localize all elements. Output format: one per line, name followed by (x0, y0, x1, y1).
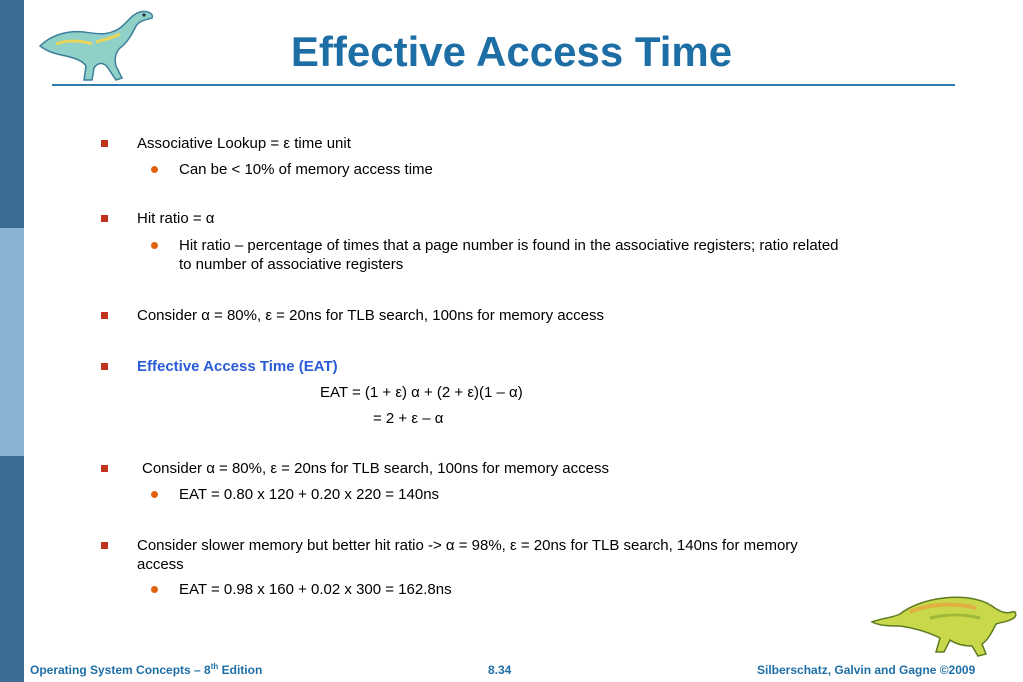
sub-bullet-text: Hit ratio – percentage of times that a page number is found in the associative registers; ratio related (179, 237, 839, 254)
bullet-text: Hit ratio = α (137, 210, 215, 227)
square-bullet-icon (101, 140, 108, 147)
bullet-text: Associative Lookup = ε time unit (137, 135, 351, 152)
square-bullet-icon (101, 215, 108, 222)
footer-course (30, 663, 262, 677)
square-bullet-icon (101, 542, 108, 549)
bullet-text: Consider α = 80%, ε = 20ns for TLB search, 100ns for memory access (142, 460, 609, 477)
bullet-text-continued: access (137, 556, 184, 573)
sub-bullet-text: EAT = 0.98 x 160 + 0.02 x 300 = 162.8ns (179, 581, 452, 598)
bullet-text: Consider α = 80%, ε = 20ns for TLB search, 100ns for memory access (137, 307, 604, 324)
eat-heading: Effective Access Time (EAT) (137, 358, 338, 375)
page-title: Effective Access Time (290, 28, 733, 75)
square-bullet-icon (101, 465, 108, 472)
sub-bullet-text: EAT = 0.80 x 120 + 0.20 x 220 = 140ns (179, 486, 440, 503)
footer-copyright: Silberschatz, Galvin and Gagne ©2009 (757, 663, 976, 677)
footer-course-edition: Edition (218, 663, 263, 677)
footer-course-superscript: th (210, 662, 219, 671)
sub-bullet-text: Can be < 10% of memory access time (179, 161, 433, 178)
footer-course-title: Operating System Concepts – 8 (30, 663, 211, 677)
bullet-text: Consider slower memory but better hit ratio -> α = 98%, ε = 20ns for TLB search, 140ns for memory (137, 537, 798, 554)
eat-formula: EAT = (1 + ε) α + (2 + ε)(1 – α) (320, 384, 523, 401)
footer-page-number: 8.34 (488, 663, 512, 677)
square-bullet-icon (101, 312, 108, 319)
eat-formula-simplified: = 2 + ε – α (373, 410, 444, 427)
dot-bullet-icon (151, 586, 158, 593)
dinosaur-icon (870, 584, 1018, 658)
dot-bullet-icon (151, 242, 158, 249)
dot-bullet-icon (151, 491, 158, 498)
square-bullet-icon (101, 363, 108, 370)
sub-bullet-text-continued: to number of associative registers (179, 256, 404, 273)
dot-bullet-icon (151, 166, 158, 173)
